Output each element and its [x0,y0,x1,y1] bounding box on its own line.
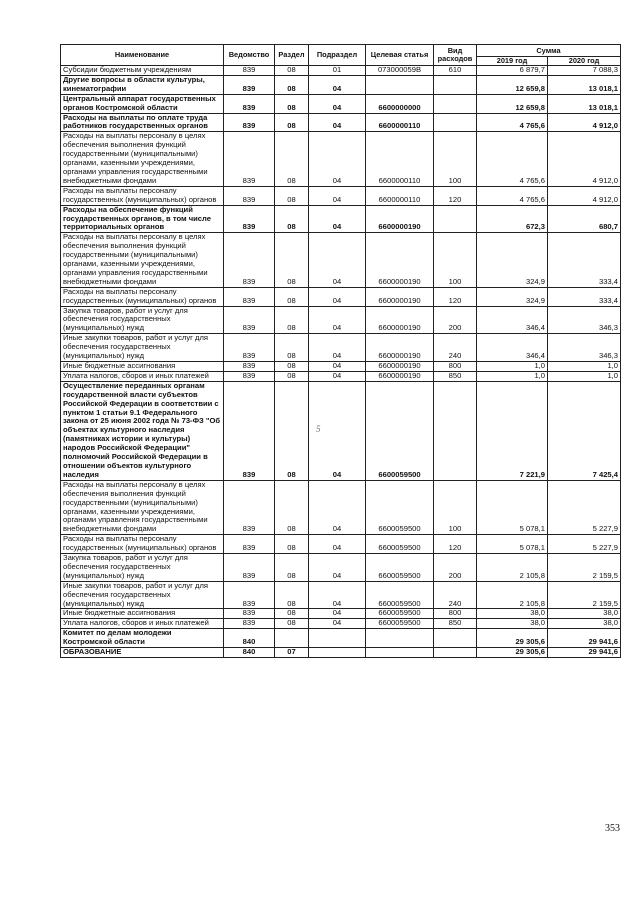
table-row [61,233,621,287]
table-row [61,334,621,362]
cell-podrazdel: 04 [309,205,366,233]
cell-name: Иные закупки товаров, работ и услуг для обеспечения государственных (муниципальных) нужд [61,581,224,609]
cell-podrazdel: 04 [309,619,366,629]
cell-summa-2020: 38,0 [548,619,621,629]
cell-tselevaya-statya: 6600059500 [366,480,434,534]
cell-summa-2020: 7 425,4 [548,381,621,480]
cell-summa-2020: 4 912,0 [548,132,621,186]
cell-summa-2020: 13 018,1 [548,75,621,94]
cell-vid-raskhodov [434,205,477,233]
cell-vid-raskhodov: 100 [434,480,477,534]
cell-tselevaya-statya: 6600000190 [366,362,434,372]
cell-summa-2019: 2 105,8 [477,581,548,609]
cell-name: Расходы на выплаты по оплате труда работников государственных органов [61,113,224,132]
cell-razdel [275,629,309,648]
cell-vid-raskhodov: 200 [434,554,477,582]
cell-razdel: 08 [275,75,309,94]
table-row [61,554,621,582]
cell-name: Субсидии бюджетным учреждениям [61,66,224,76]
cell-summa-2019: 4 765,6 [477,132,548,186]
cell-podrazdel: 04 [309,480,366,534]
cell-vid-raskhodov: 100 [434,233,477,287]
cell-podrazdel: 04 [309,581,366,609]
cell-summa-2019: 1,0 [477,362,548,372]
cell-razdel: 08 [275,205,309,233]
cell-summa-2020: 13 018,1 [548,94,621,113]
cell-vid-raskhodov: 240 [434,334,477,362]
cell-name: Закупка товаров, работ и услуг для обеспечения государственных (муниципальных) нужд [61,306,224,334]
cell-razdel: 08 [275,362,309,372]
cell-razdel: 08 [275,381,309,480]
cell-vedomstvo: 839 [224,554,275,582]
cell-tselevaya-statya: 6600000190 [366,371,434,381]
table-row [61,619,621,629]
cell-vedomstvo: 839 [224,113,275,132]
table-row [61,535,621,554]
table-row [61,306,621,334]
cell-vid-raskhodov: 200 [434,306,477,334]
header-vid-raskhodov: Вид расходов [434,45,477,66]
cell-tselevaya-statya: 073000059В [366,66,434,76]
cell-summa-2020: 29 941,6 [548,629,621,648]
cell-vid-raskhodov [434,629,477,648]
cell-podrazdel: 04 [309,362,366,372]
cell-razdel: 08 [275,132,309,186]
cell-name: ОБРАЗОВАНИЕ [61,648,224,658]
cell-summa-2019: 38,0 [477,619,548,629]
cell-razdel: 08 [275,287,309,306]
cell-vedomstvo: 839 [224,581,275,609]
cell-name: Расходы на выплаты персоналу государственных (муниципальных) органов [61,287,224,306]
table-row [61,94,621,113]
cell-vid-raskhodov: 800 [434,609,477,619]
cell-razdel: 08 [275,581,309,609]
margin-mark: 5 [316,424,321,434]
header-name: Наименование [61,45,224,66]
cell-summa-2019: 6 879,7 [477,66,548,76]
cell-tselevaya-statya: 6600059500 [366,619,434,629]
cell-summa-2020: 5 227,9 [548,480,621,534]
table-row [61,362,621,372]
cell-name: Центральный аппарат государственных органов Костромской области [61,94,224,113]
header-razdel: Раздел [275,45,309,66]
cell-name: Расходы на выплаты персоналу в целях обеспечения выполнения функций государственными (муниципальными) органами, казенными учреждениями, органами управления государственными внебюджетными фондами [61,233,224,287]
cell-summa-2020: 29 941,6 [548,648,621,658]
cell-tselevaya-statya [366,648,434,658]
table-row [61,381,621,480]
cell-vedomstvo: 839 [224,287,275,306]
cell-name: Иные закупки товаров, работ и услуг для обеспечения государственных (муниципальных) нужд [61,334,224,362]
header-2019: 2019 год [477,57,548,66]
cell-summa-2020: 346,3 [548,334,621,362]
cell-podrazdel: 04 [309,75,366,94]
cell-summa-2019: 29 305,6 [477,648,548,658]
cell-vedomstvo: 839 [224,233,275,287]
cell-tselevaya-statya: 6600000110 [366,132,434,186]
cell-vedomstvo: 839 [224,186,275,205]
table-row [61,186,621,205]
cell-name: Осуществление переданных органам государственной власти субъектов Российской Федерации в соответствии с пунктом 1 статьи 9.1 Федерального закона от 25 июня 2002 года № 73-ФЗ "Об объектах культурного наследия (памятниках истории и культуры) народов Российской Федерации" полномочий Российской Федерации в отношении объектов культурного наследия [61,381,224,480]
cell-podrazdel: 04 [309,186,366,205]
cell-summa-2020: 346,3 [548,306,621,334]
cell-summa-2020: 680,7 [548,205,621,233]
cell-summa-2019: 346,4 [477,334,548,362]
table-row [61,205,621,233]
cell-tselevaya-statya: 6600059500 [366,381,434,480]
cell-name: Расходы на выплаты персоналу государственных (муниципальных) органов [61,535,224,554]
cell-name: Другие вопросы в области культуры, кинематографии [61,75,224,94]
cell-name: Иные бюджетные ассигнования [61,362,224,372]
cell-podrazdel: 04 [309,132,366,186]
cell-vedomstvo: 839 [224,66,275,76]
cell-vedomstvo: 839 [224,132,275,186]
cell-tselevaya-statya: 6600000190 [366,334,434,362]
table-row [61,629,621,648]
cell-summa-2019: 7 221,9 [477,381,548,480]
cell-name: Расходы на выплаты персоналу государственных (муниципальных) органов [61,186,224,205]
header-podrazdel: Подраздел [309,45,366,66]
cell-podrazdel: 04 [309,609,366,619]
cell-vid-raskhodov: 120 [434,535,477,554]
cell-tselevaya-statya: 6600000190 [366,287,434,306]
cell-vedomstvo: 839 [224,619,275,629]
cell-vid-raskhodov: 850 [434,371,477,381]
cell-name: Расходы на выплаты персоналу в целях обеспечения выполнения функций государственными (муниципальными) органами, казенными учреждениями, органами управления государственными внебюджетными фондами [61,480,224,534]
cell-podrazdel: 04 [309,371,366,381]
cell-vid-raskhodov: 800 [434,362,477,372]
cell-summa-2019: 12 659,8 [477,75,548,94]
cell-summa-2020: 38,0 [548,609,621,619]
cell-name: Закупка товаров, работ и услуг для обеспечения государственных (муниципальных) нужд [61,554,224,582]
cell-podrazdel: 04 [309,334,366,362]
cell-summa-2020: 4 912,0 [548,186,621,205]
cell-vedomstvo: 839 [224,535,275,554]
cell-podrazdel: 04 [309,287,366,306]
cell-razdel: 08 [275,186,309,205]
cell-vedomstvo: 839 [224,94,275,113]
cell-vid-raskhodov [434,113,477,132]
cell-summa-2020: 2 159,5 [548,554,621,582]
cell-razdel: 08 [275,619,309,629]
page-number: 353 [605,823,620,834]
cell-tselevaya-statya [366,75,434,94]
table-row [61,287,621,306]
cell-summa-2019: 672,3 [477,205,548,233]
cell-vedomstvo: 839 [224,609,275,619]
cell-vid-raskhodov: 120 [434,287,477,306]
cell-vid-raskhodov: 610 [434,66,477,76]
cell-razdel: 08 [275,66,309,76]
cell-summa-2019: 1,0 [477,371,548,381]
cell-vedomstvo: 839 [224,381,275,480]
cell-podrazdel: 04 [309,94,366,113]
cell-vedomstvo: 840 [224,648,275,658]
cell-podrazdel: 04 [309,306,366,334]
cell-vid-raskhodov: 240 [434,581,477,609]
table-row [61,75,621,94]
cell-name: Расходы на выплаты персоналу в целях обеспечения выполнения функций государственными (муниципальными) органами, казенными учреждениями, органами управления государственными внебюджетными фондами [61,132,224,186]
cell-podrazdel: 04 [309,535,366,554]
table-row [61,609,621,619]
cell-summa-2019: 12 659,8 [477,94,548,113]
cell-summa-2019: 4 765,6 [477,186,548,205]
cell-vedomstvo: 840 [224,629,275,648]
table-body [61,66,621,658]
cell-summa-2019: 38,0 [477,609,548,619]
cell-tselevaya-statya: 6600000110 [366,186,434,205]
cell-vedomstvo: 839 [224,306,275,334]
cell-summa-2019: 324,9 [477,233,548,287]
cell-razdel: 08 [275,609,309,619]
cell-vid-raskhodov [434,648,477,658]
cell-tselevaya-statya: 6600000190 [366,205,434,233]
cell-razdel: 08 [275,306,309,334]
header-vedomstvo: Ведомство [224,45,275,66]
cell-vedomstvo: 839 [224,480,275,534]
cell-vid-raskhodov [434,381,477,480]
cell-summa-2019: 29 305,6 [477,629,548,648]
cell-summa-2019: 346,4 [477,306,548,334]
cell-summa-2020: 4 912,0 [548,113,621,132]
cell-vid-raskhodov: 850 [434,619,477,629]
cell-vedomstvo: 839 [224,75,275,94]
cell-podrazdel: 04 [309,381,366,480]
cell-vedomstvo: 839 [224,334,275,362]
cell-summa-2020: 5 227,9 [548,535,621,554]
table-row [61,371,621,381]
table-row [61,132,621,186]
cell-vedomstvo: 839 [224,205,275,233]
table-row [61,581,621,609]
cell-razdel: 08 [275,554,309,582]
cell-summa-2020: 1,0 [548,371,621,381]
cell-name: Комитет по делам молодежи Костромской области [61,629,224,648]
cell-razdel: 08 [275,334,309,362]
cell-vid-raskhodov [434,75,477,94]
cell-razdel: 08 [275,233,309,287]
cell-podrazdel: 04 [309,233,366,287]
cell-summa-2020: 333,4 [548,287,621,306]
table-row [61,113,621,132]
budget-table [60,44,621,658]
cell-tselevaya-statya [366,629,434,648]
cell-vid-raskhodov: 100 [434,132,477,186]
cell-name: Расходы на обеспечение функций государственных органов, в том числе территориальных органов [61,205,224,233]
cell-tselevaya-statya: 6600000000 [366,94,434,113]
cell-podrazdel [309,629,366,648]
cell-tselevaya-statya: 6600059500 [366,554,434,582]
table-row [61,480,621,534]
cell-razdel: 08 [275,371,309,381]
cell-summa-2020: 2 159,5 [548,581,621,609]
cell-vedomstvo: 839 [224,362,275,372]
cell-name: Уплата налогов, сборов и иных платежей [61,371,224,381]
cell-tselevaya-statya: 6600059500 [366,609,434,619]
cell-name: Уплата налогов, сборов и иных платежей [61,619,224,629]
cell-razdel: 08 [275,480,309,534]
cell-summa-2020: 1,0 [548,362,621,372]
cell-podrazdel: 01 [309,66,366,76]
cell-podrazdel [309,648,366,658]
cell-summa-2019: 2 105,8 [477,554,548,582]
header-tselevaya-statya: Целевая статья [366,45,434,66]
cell-razdel: 08 [275,535,309,554]
cell-summa-2020: 7 088,3 [548,66,621,76]
cell-summa-2019: 5 078,1 [477,535,548,554]
cell-podrazdel: 04 [309,554,366,582]
cell-tselevaya-statya: 6600000190 [366,233,434,287]
header-summa: Сумма [477,45,621,57]
cell-razdel: 08 [275,94,309,113]
cell-summa-2019: 324,9 [477,287,548,306]
cell-tselevaya-statya: 6600059500 [366,535,434,554]
cell-tselevaya-statya: 6600000110 [366,113,434,132]
cell-tselevaya-statya: 6600000190 [366,306,434,334]
cell-razdel: 07 [275,648,309,658]
cell-tselevaya-statya: 6600059500 [366,581,434,609]
cell-razdel: 08 [275,113,309,132]
table-row [61,648,621,658]
cell-podrazdel: 04 [309,113,366,132]
cell-vedomstvo: 839 [224,371,275,381]
cell-summa-2020: 333,4 [548,233,621,287]
cell-name: Иные бюджетные ассигнования [61,609,224,619]
cell-summa-2019: 5 078,1 [477,480,548,534]
cell-vid-raskhodov: 120 [434,186,477,205]
cell-vid-raskhodov [434,94,477,113]
table-row [61,66,621,76]
cell-summa-2019: 4 765,6 [477,113,548,132]
header-2020: 2020 год [548,57,621,66]
